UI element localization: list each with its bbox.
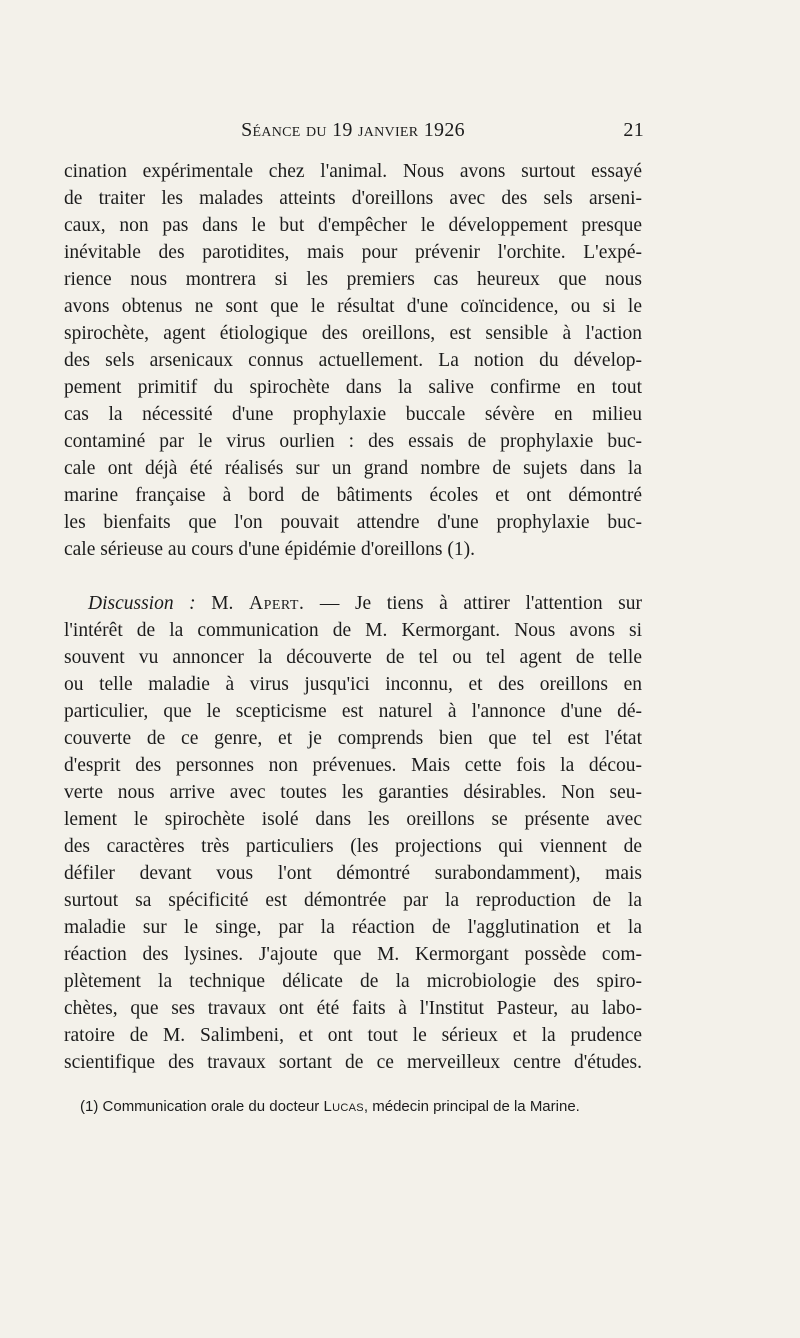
text-line: verte nous arrive avec toutes les garanties désirables. Non seu-: [64, 782, 642, 803]
footnote-name: Lucas: [323, 1098, 364, 1115]
text-line: scientifique des travaux sortant de ce merveilleux centre d'études.: [64, 1052, 642, 1073]
text-line: des sels arsenicaux connus actuellement. La notion du dévelop-: [64, 350, 642, 371]
text-line: cination expérimentale chez l'animal. Nous avons surtout essayé: [64, 161, 642, 182]
text-line: spirochète, agent étiologique des oreillons, est sensible à l'action: [64, 323, 642, 344]
text-line: ratoire de M. Salimbeni, et ont tout le sérieux et la prudence: [64, 1025, 642, 1046]
text-line: des caractères très particuliers (les projections qui viennent de: [64, 836, 642, 857]
text-line: contaminé par le virus ourlien : des essais de prophylaxie buc-: [64, 431, 642, 452]
text-line: cas la nécessité d'une prophylaxie buccale sévère en milieu: [64, 404, 642, 425]
text-line: souvent vu annoncer la découverte de tel ou tel agent de telle: [64, 647, 642, 668]
text-line: plètement la technique délicate de la microbiologie des spiro-: [64, 971, 642, 992]
speaker-prefix: M.: [211, 593, 234, 614]
text-line: les bienfaits que l'on pouvait attendre d'une prophylaxie buc-: [64, 512, 642, 533]
text-line: inévitable des parotidites, mais pour prévenir l'orchite. L'expé-: [64, 242, 642, 263]
text-line: cale ont déjà été réalisés sur un grand nombre de sujets dans la: [64, 458, 642, 479]
text-line: réaction des lysines. J'ajoute que M. Kermorgant possède com-: [64, 944, 642, 965]
text-line: cale sérieuse au cours d'une épidémie d'oreillons (1).: [64, 539, 475, 560]
text-line: d'esprit des personnes non prévenues. Mais cette fois la décou-: [64, 755, 642, 776]
text-line: couverte de ce genre, et je comprends bien que tel est l'état: [64, 728, 642, 749]
footnote-text-end: , médecin principal de la Marine.: [363, 1098, 580, 1115]
text-line: ou telle maladie à virus jusqu'ici inconnu, et des oreillons en: [64, 674, 642, 695]
footnote: [80, 1098, 660, 1115]
text-line: l'intérêt de la communication de M. Kermorgant. Nous avons si: [64, 620, 642, 641]
text-line: de traiter les malades atteints d'oreillons avec des sels arseni-: [64, 188, 642, 209]
header-title: Séance du 19 janvier 1926: [241, 119, 465, 141]
text-line: caux, non pas dans le but d'empêcher le développement presque: [64, 215, 642, 236]
discussion-first-line-text: — Je tiens à attirer l'attention sur: [319, 593, 643, 614]
text-line: pement primitif du spirochète dans la salive confirme en tout: [64, 377, 642, 398]
discussion-first-line: [88, 591, 642, 619]
text-line: maladie sur le singe, par la réaction de l'agglutination et la: [64, 917, 642, 938]
page-number: 21: [623, 119, 644, 141]
text-line: surtout sa spécificité est démontrée par la reproduction de la: [64, 890, 642, 911]
text-line: défiler devant vous l'ont démontré surabondamment), mais: [64, 863, 642, 884]
speaker-name: Apert.: [248, 593, 305, 614]
footnote-marker: (1): [80, 1098, 99, 1115]
text-line: rience nous montrera si les premiers cas heureux que nous: [64, 269, 642, 290]
text-line: chètes, que ses travaux ont été faits à l'Institut Pasteur, au labo-: [64, 998, 642, 1019]
text-line: marine française à bord de bâtiments écoles et ont démontré: [64, 485, 642, 506]
footnote-text: Communication orale du docteur: [102, 1098, 320, 1115]
discussion-label: Discussion :: [88, 593, 196, 614]
text-line: avons obtenus ne sont que le résultat d'une coïncidence, ou si le: [64, 296, 642, 317]
text-line: lement le spirochète isolé dans les oreillons se présente avec: [64, 809, 642, 830]
running-header: [64, 119, 642, 149]
text-line: particulier, que le scepticisme est naturel à l'annonce d'une dé-: [64, 701, 642, 722]
